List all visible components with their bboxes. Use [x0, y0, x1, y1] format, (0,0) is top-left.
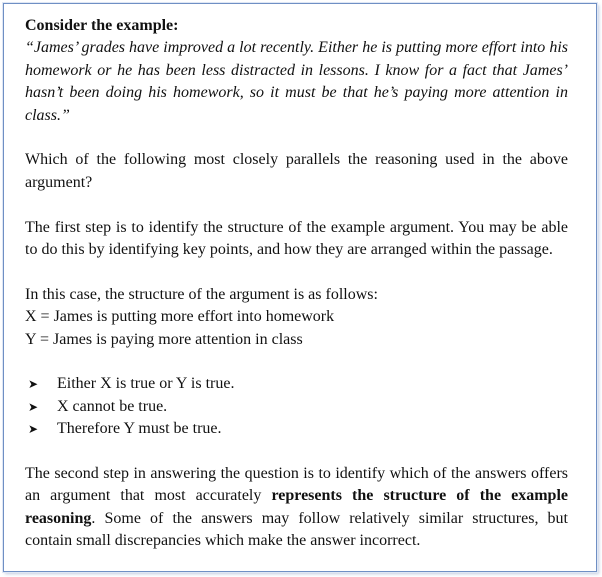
document-body [25, 15, 568, 553]
bullet-item [25, 396, 568, 418]
bullet-text: X cannot be true. [57, 397, 168, 415]
heading: Consider the example: [25, 17, 179, 34]
arrowhead-bullet-icon: ➤ [28, 422, 39, 437]
arrowhead-bullet-icon: ➤ [28, 399, 39, 414]
arrowhead-bullet-icon: ➤ [28, 377, 39, 392]
structure-intro: In this case, the structure of the argument is as follows: [25, 285, 378, 303]
bullet-text: Either X is true or Y is true. [57, 375, 235, 393]
bullet-item [25, 418, 568, 440]
bullet-item [25, 373, 568, 395]
document-frame [3, 3, 597, 572]
step-two-after: . Some of the answers may follow relatively similar structures, but contain small discrepancies which make the answer incorrect. [25, 509, 568, 550]
step-two-bold: represents the structure of the example reasoning [25, 487, 568, 527]
argument-bullet-list [25, 373, 568, 440]
bullet-text: Therefore Y must be true. [57, 420, 222, 438]
step-two-text [25, 463, 568, 553]
question-text: Which of the following most closely parallels the reasoning used in the above argument? [25, 151, 568, 191]
definition-y: Y = James is paying more attention in class [25, 330, 303, 348]
step-one-text: The first step is to identify the structure of the example argument. You may be able to do this by identifying key points, and how they are arranged within the passage. [25, 218, 568, 259]
definition-x: X = James is putting more effort into homework [25, 308, 335, 326]
step-two-before: The second step in answering the question is to identify which of the answers offers an argument that most accurately [25, 465, 568, 505]
example-quote: “James’ grades have improved a lot recently. Either he is putting more effort into his homework or he has been less distracted in lessons. I know for a fact that James’ hasn’t been doing his homework, so it must be that he’s paying more attention in class.” [25, 39, 568, 124]
